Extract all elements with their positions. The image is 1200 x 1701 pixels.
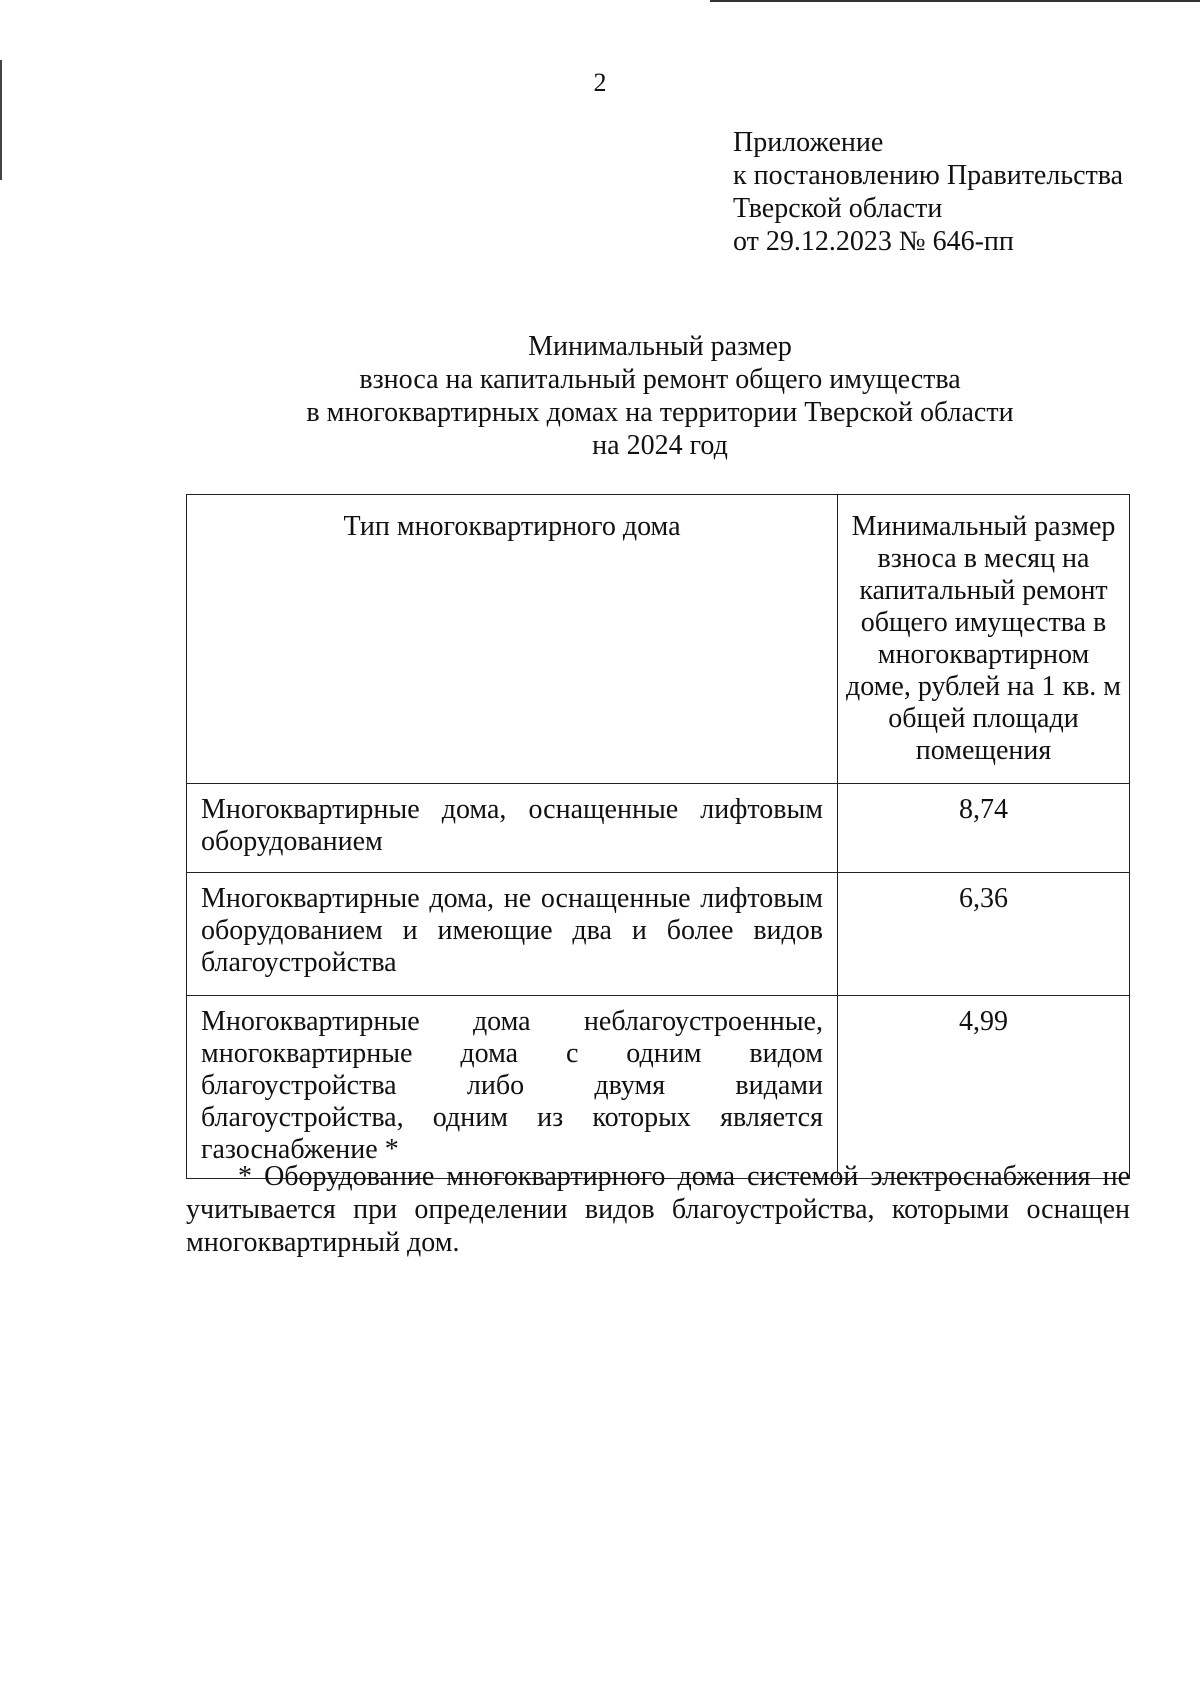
footnote: * Оборудование многоквартирного дома системой электроснабжения не учитывается при определении видов благоустройства, которыми оснащен многоквартирный дом. xyxy=(186,1161,1130,1258)
building-type-cell: Многоквартирные дома, оснащенные лифтовым оборудованием xyxy=(187,784,838,873)
building-type-cell: Многоквартирные дома, не оснащенные лифтовым оборудованием и имеющие два и более видов благоустройства xyxy=(187,873,838,996)
page-number: 2 xyxy=(593,68,607,97)
appendix-line: Тверской области xyxy=(733,193,943,224)
table-row xyxy=(187,996,1130,1179)
header-building-type: Тип многоквартирного дома xyxy=(187,495,838,784)
table-row xyxy=(187,873,1130,996)
header-min-rate: Минимальный размер взноса в месяц на капитальный ремонт общего имущества в многоквартирном доме, рублей на 1 кв. м общей площади помещения xyxy=(838,495,1130,784)
appendix-line: к постановлению Правительства xyxy=(733,160,1124,191)
scan-artifact-top-line xyxy=(710,0,1200,2)
document-title xyxy=(0,330,1200,462)
rate-cell: 6,36 xyxy=(838,873,1130,996)
table-header-row xyxy=(187,495,1130,784)
building-type-cell: Многоквартирные дома неблагоустроенные, многоквартирные дома с одним видом благоустройства либо двумя видами благоустройства, одним из которых является газоснабжение * xyxy=(187,996,838,1179)
appendix-block xyxy=(733,126,1123,258)
title-line: на 2024 год xyxy=(592,430,728,461)
rates-table xyxy=(186,494,1130,1179)
appendix-line: Приложение xyxy=(733,127,884,158)
title-line: Минимальный размер xyxy=(528,331,792,362)
rate-cell: 4,99 xyxy=(838,996,1130,1179)
table-row xyxy=(187,784,1130,873)
appendix-line: от 29.12.2023 № 646-пп xyxy=(733,226,1014,257)
title-line: в многоквартирных домах на территории Тверской области xyxy=(306,397,1014,428)
title-line: взноса на капитальный ремонт общего имущества xyxy=(359,364,961,395)
rate-cell: 8,74 xyxy=(838,784,1130,873)
